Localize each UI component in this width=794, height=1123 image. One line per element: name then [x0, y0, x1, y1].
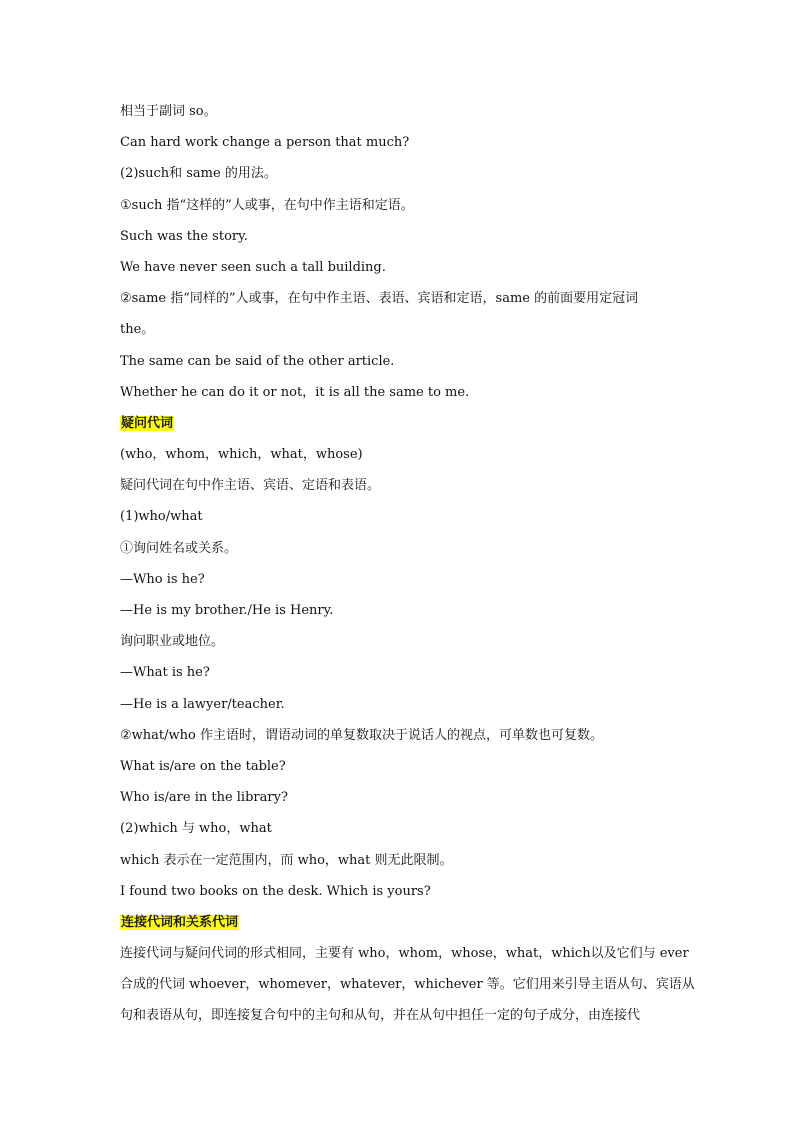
text-line: The same can be said of the other article. [120, 353, 395, 369]
text-line: —He is a lawyer/teacher. [120, 696, 285, 712]
text-line: Who is/are in the library? [120, 790, 288, 806]
text-line: —He is my brother./He is Henry. [120, 603, 334, 618]
text-line: (who，whom，which，what，whose) [120, 447, 363, 463]
text-line: Whether he can do it or not，it is all the same to me. [120, 384, 470, 400]
text-line: the。 [120, 322, 155, 338]
text-line: —What is he? [120, 665, 210, 681]
section-heading-connective-relative-pronouns: 连接代词和关系代词 [121, 914, 239, 930]
text-line: ②same 指“同样的”人或事，在句中作主语、表语、宾语和定语，same 的前面要用定冠词 [120, 291, 639, 307]
text-line: 询问职业或地位。 [120, 634, 225, 650]
section-heading-interrogative-pronouns: 疑问代词 [121, 415, 174, 431]
document-page [120, 96, 695, 1032]
text-line: Can hard work change a person that much? [120, 135, 410, 151]
text-line: 合成的代词 whoever，whomever，whatever，whichever 等。它们用来引导主语从句、宾语从 [120, 977, 695, 993]
text-line: We have never seen such a tall building. [120, 259, 386, 275]
text-line: ①询问姓名或关系。 [120, 540, 238, 556]
text-line: —Who is he? [120, 571, 205, 587]
text-line: (2)which 与 who，what [120, 821, 272, 837]
text-line: I found two books on the desk. Which is yours? [120, 883, 431, 899]
text-line: Such was the story. [120, 228, 248, 244]
text-line: 句和表语从句，即连接复合句中的主句和从句，并在从句中担任一定的句子成分，由连接代 [120, 1008, 641, 1024]
text-line: which 表示在一定范围内，而 who，what 则无此限制。 [120, 852, 453, 868]
section-heading-line [120, 408, 680, 439]
text-line: (2)such和 same 的用法。 [120, 166, 277, 182]
text-line: 疑问代词在句中作主语、宾语、定语和表语。 [120, 478, 381, 494]
text-line: What is/are on the table? [120, 758, 286, 774]
text-line: (1)who/what [120, 509, 203, 525]
text-line: ①such 指“这样的”人或事，在句中作主语和定语。 [120, 197, 414, 213]
text-line: 连接代词与疑问代词的形式相同，主要有 who，whom，whose，what，which以及它们与 ever [120, 946, 689, 962]
section-heading-line [120, 907, 680, 938]
text-line: 相当于副词 so。 [120, 104, 217, 119]
text-line: ②what/who 作主语时，谓语动词的单复数取决于说话人的视点，可单数也可复数。 [120, 727, 603, 743]
